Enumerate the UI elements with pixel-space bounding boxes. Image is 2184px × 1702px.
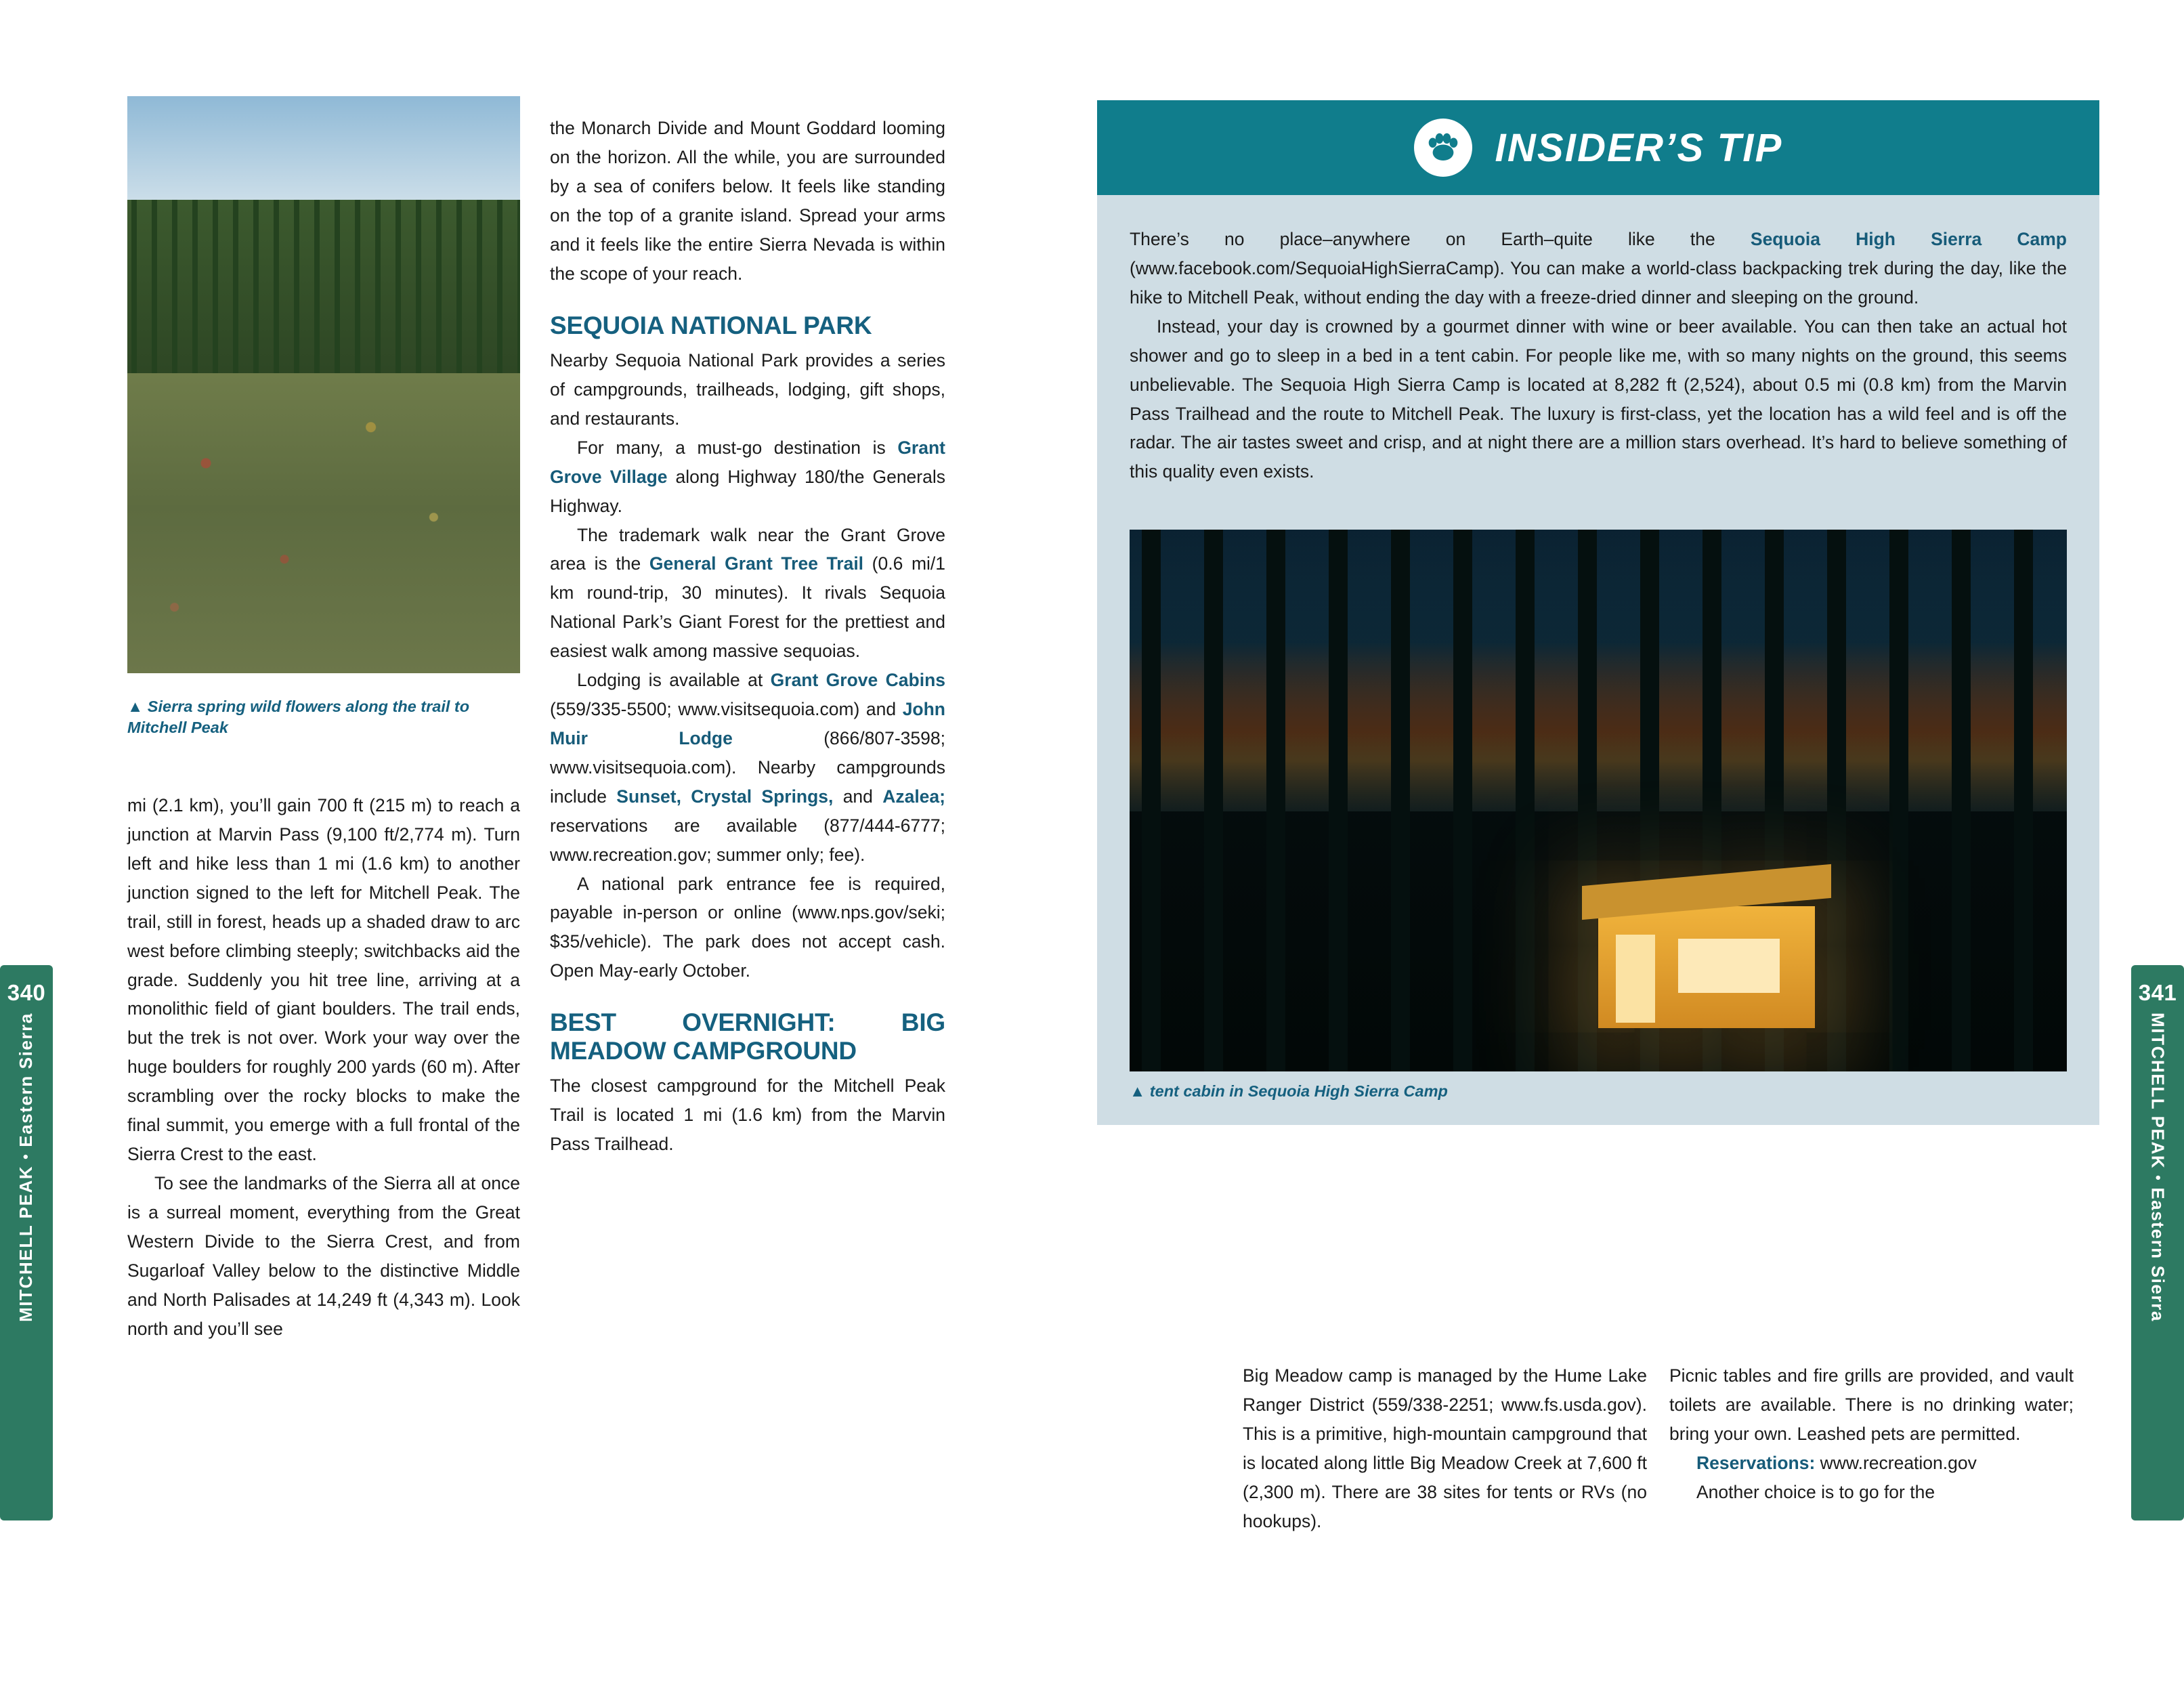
right-bottom-col2-p3: Another choice is to go for the bbox=[1696, 1481, 1935, 1502]
right-running-head bbox=[2148, 1013, 2166, 1322]
tent-cabin-photo bbox=[1130, 530, 2067, 1071]
right-page-tab bbox=[2131, 965, 2184, 1520]
reservations-term: Reservations: bbox=[1696, 1452, 1816, 1473]
left-running-head-title: MITCHELL PEAK bbox=[16, 1165, 37, 1322]
left-col1-text bbox=[127, 791, 520, 1344]
tip-caption-triangle-icon: ▲ bbox=[1130, 1082, 1146, 1101]
general-grant-tree-trail-term: General Grant Tree Trail bbox=[649, 553, 864, 574]
right-running-head-subtitle: Eastern Sierra bbox=[2147, 1187, 2168, 1322]
tip-p2: Instead, your day is crowned by a gourmet dinner with wine or beer available. You can then take an actual hot shower and go to sleep in a bed in a tent cabin. For people like me, with so many nights on the ground, this seems unbelievable. The Sequoia High Sierra Camp is located at 8,282 ft (2,524), about 0.5 mi (0.8 km) from the Marvin Pass Trailhead and the route to Mitchell Peak. The luxury is first-class, yet the location has a wild feel and is off the radar. The air tastes sweet and crisp, and at night there are a million stars overhead. It’s hard to believe something of this quality even exists. bbox=[1130, 316, 2067, 482]
p3-lead: For many, a must-go destination is bbox=[577, 437, 898, 458]
p4-tail: (0.6 mi/1 km round-trip, 30 minutes). It rivals Sequoia National Park’s Giant Forest for the prettiest and easiest walk among massive sequoias. bbox=[550, 553, 946, 662]
p5-tail: reservations are available (877/444-6777; www.recreation.gov; summer only; fee). bbox=[550, 815, 945, 865]
left-col2-p4 bbox=[550, 521, 945, 666]
left-col2-p6: A national park entrance fee is required, payable in-person or online (www.nps.gov/seki; $35/vehicle). The park does not accept cash. Open May-early October. bbox=[550, 873, 945, 981]
left-col2-p1: the Monarch Divide and Mount Goddard looming on the horizon. All the while, you are surrounded by a sea of conifers below. It feels like standing on the top of a granite island. Spread your arms and it feels like the entire Sierra Nevada is within the scope of your reach. bbox=[550, 118, 945, 284]
reservations-url: www.recreation.gov bbox=[1815, 1452, 1977, 1473]
p4-lead: The trademark walk near the Grant Grove area is the bbox=[550, 524, 945, 574]
sequoia-high-sierra-camp-term: Sequoia High Sierra Camp bbox=[1750, 229, 2067, 249]
left-page-tab bbox=[0, 965, 53, 1520]
sunset-crystal-springs-term: Sunset, Crystal Springs, bbox=[616, 786, 834, 807]
left-col2-p5 bbox=[550, 666, 945, 869]
photo-lit-tent-cabin bbox=[1598, 906, 1815, 1028]
p3-tail: along Highway 180/the Generals Highway. bbox=[550, 466, 945, 516]
tent-cabin-photo-caption bbox=[1130, 1082, 2067, 1101]
bear-paw-icon bbox=[1414, 119, 1472, 177]
right-bottom-col2-p1: Picnic tables and fire grills are provided, and vault toilets are available. There is no drinking water; bring your own. Leashed pets are permitted. bbox=[1669, 1365, 2074, 1444]
wildflowers-photo bbox=[127, 96, 520, 673]
left-running-head-separator: • bbox=[17, 1153, 35, 1160]
p5-mid2: (866/807-3598; www.visitsequoia.com). Nearby campgrounds include bbox=[550, 727, 945, 807]
p5-mid1: (559/335-5500; www.visitsequoia.com) and bbox=[550, 699, 903, 720]
left-col2-p2: Nearby Sequoia National Park provides a series of campgrounds, trailheads, lodging, gift shops, and restaurants. bbox=[550, 349, 945, 429]
insiders-tip-body bbox=[1097, 195, 2099, 507]
left-col2-p3 bbox=[550, 433, 945, 521]
tip-p1-tail: (www.facebook.com/SequoiaHighSierraCamp). You can make a world-class backpacking trek during the day, like the hike to Mitchell Peak, without ending the day with a freeze-dried dinner and sleeping on the ground. bbox=[1130, 257, 2067, 307]
insiders-tip-title: INSIDER’S TIP bbox=[1495, 125, 1783, 170]
tip-p1 bbox=[1130, 225, 2067, 312]
right-bottom-col2-p2 bbox=[1669, 1449, 2074, 1478]
grant-grove-village-term: Grant Grove Village bbox=[550, 437, 945, 487]
heading-sequoia-national-park: SEQUOIA NATIONAL PARK bbox=[550, 311, 872, 339]
tip-caption-text: tent cabin in Sequoia High Sierra Camp bbox=[1149, 1082, 1448, 1101]
right-bottom-col1 bbox=[1243, 1361, 1647, 1536]
left-col2-p7: The closest campground for the Mitchell Peak Trail is located 1 mi (1.6 km) from the Marvin Pass Trailhead. bbox=[550, 1076, 945, 1154]
left-page-number: 340 bbox=[7, 980, 46, 1005]
heading-best-overnight-big-meadow: BEST OVERNIGHT: BIG MEADOW CAMPGROUND bbox=[550, 1008, 945, 1065]
john-muir-lodge-term: John Muir Lodge bbox=[550, 699, 945, 748]
caption-text: Sierra spring wild flowers along the trail to Mitchell Peak bbox=[127, 698, 470, 736]
photo-wildflower-meadow bbox=[127, 373, 520, 673]
photo-cabin-window bbox=[1678, 939, 1780, 993]
left-running-head-subtitle: Eastern Sierra bbox=[16, 1013, 37, 1147]
left-col2-text bbox=[550, 114, 945, 1159]
right-bottom-col1-p1: Big Meadow camp is managed by the Hume Lake Ranger District (559/338-2251; www.fs.usda.gov). This is a primitive, high-mountain campground that is located along little Big Meadow Creek at 7,600 ft (2,300 m). There are 38 sites for tents or RVs (no hookups). bbox=[1243, 1365, 1647, 1531]
right-page-number: 341 bbox=[2138, 980, 2177, 1005]
right-running-head-title: MITCHELL PEAK bbox=[2147, 1013, 2168, 1170]
right-bottom-col2 bbox=[1669, 1361, 2074, 1507]
photo-cabin-door bbox=[1616, 935, 1655, 1023]
left-col1-p2: To see the landmarks of the Sierra all at once is a surreal moment, everything from the Great Western Divide to the Sierra Crest, and from Sugarloaf Valley below to the distinctive Middle and North Palisades at 14,249 ft (4,343 m). Look north and you’ll see bbox=[127, 1172, 520, 1339]
left-col1-p1: mi (2.1 km), you’ll gain 700 ft (215 m) to reach a junction at Marvin Pass (9,100 ft/2,774 m). Turn left and hike less than 1 mi (1.6 km) to another junction signed to the left for Mitchell Peak. The trail, still in forest, heads up a shaded draw to arc west before climbing steeply; switchbacks aid the grade. Suddenly you hit tree line, arriving at a monolithic field of giant boulders. The trail ends, but the trek is not over. Work your way over the huge boulders for roughly 200 yards (60 m). After scrambling over the rocky blocks to make the final summit, you emerge with a full frontal of the Sierra Crest to the east. bbox=[127, 795, 520, 1165]
grant-grove-cabins-term: Grant Grove Cabins bbox=[770, 670, 945, 691]
azalea-term: Azalea; bbox=[882, 786, 945, 807]
right-running-head-separator: • bbox=[2149, 1175, 2167, 1182]
insiders-tip-header bbox=[1097, 100, 2099, 195]
insiders-tip-box bbox=[1097, 100, 2099, 1125]
left-running-head bbox=[17, 1013, 35, 1322]
p5-lead: Lodging is available at bbox=[577, 670, 771, 691]
wildflowers-photo-caption bbox=[127, 696, 507, 738]
tip-p1-lead: There’s no place–anywhere on Earth–quite like the bbox=[1130, 229, 1751, 249]
photo-conifers bbox=[127, 200, 520, 396]
caption-triangle-icon: ▲ bbox=[127, 698, 144, 715]
p5-mid3: and bbox=[833, 786, 883, 807]
